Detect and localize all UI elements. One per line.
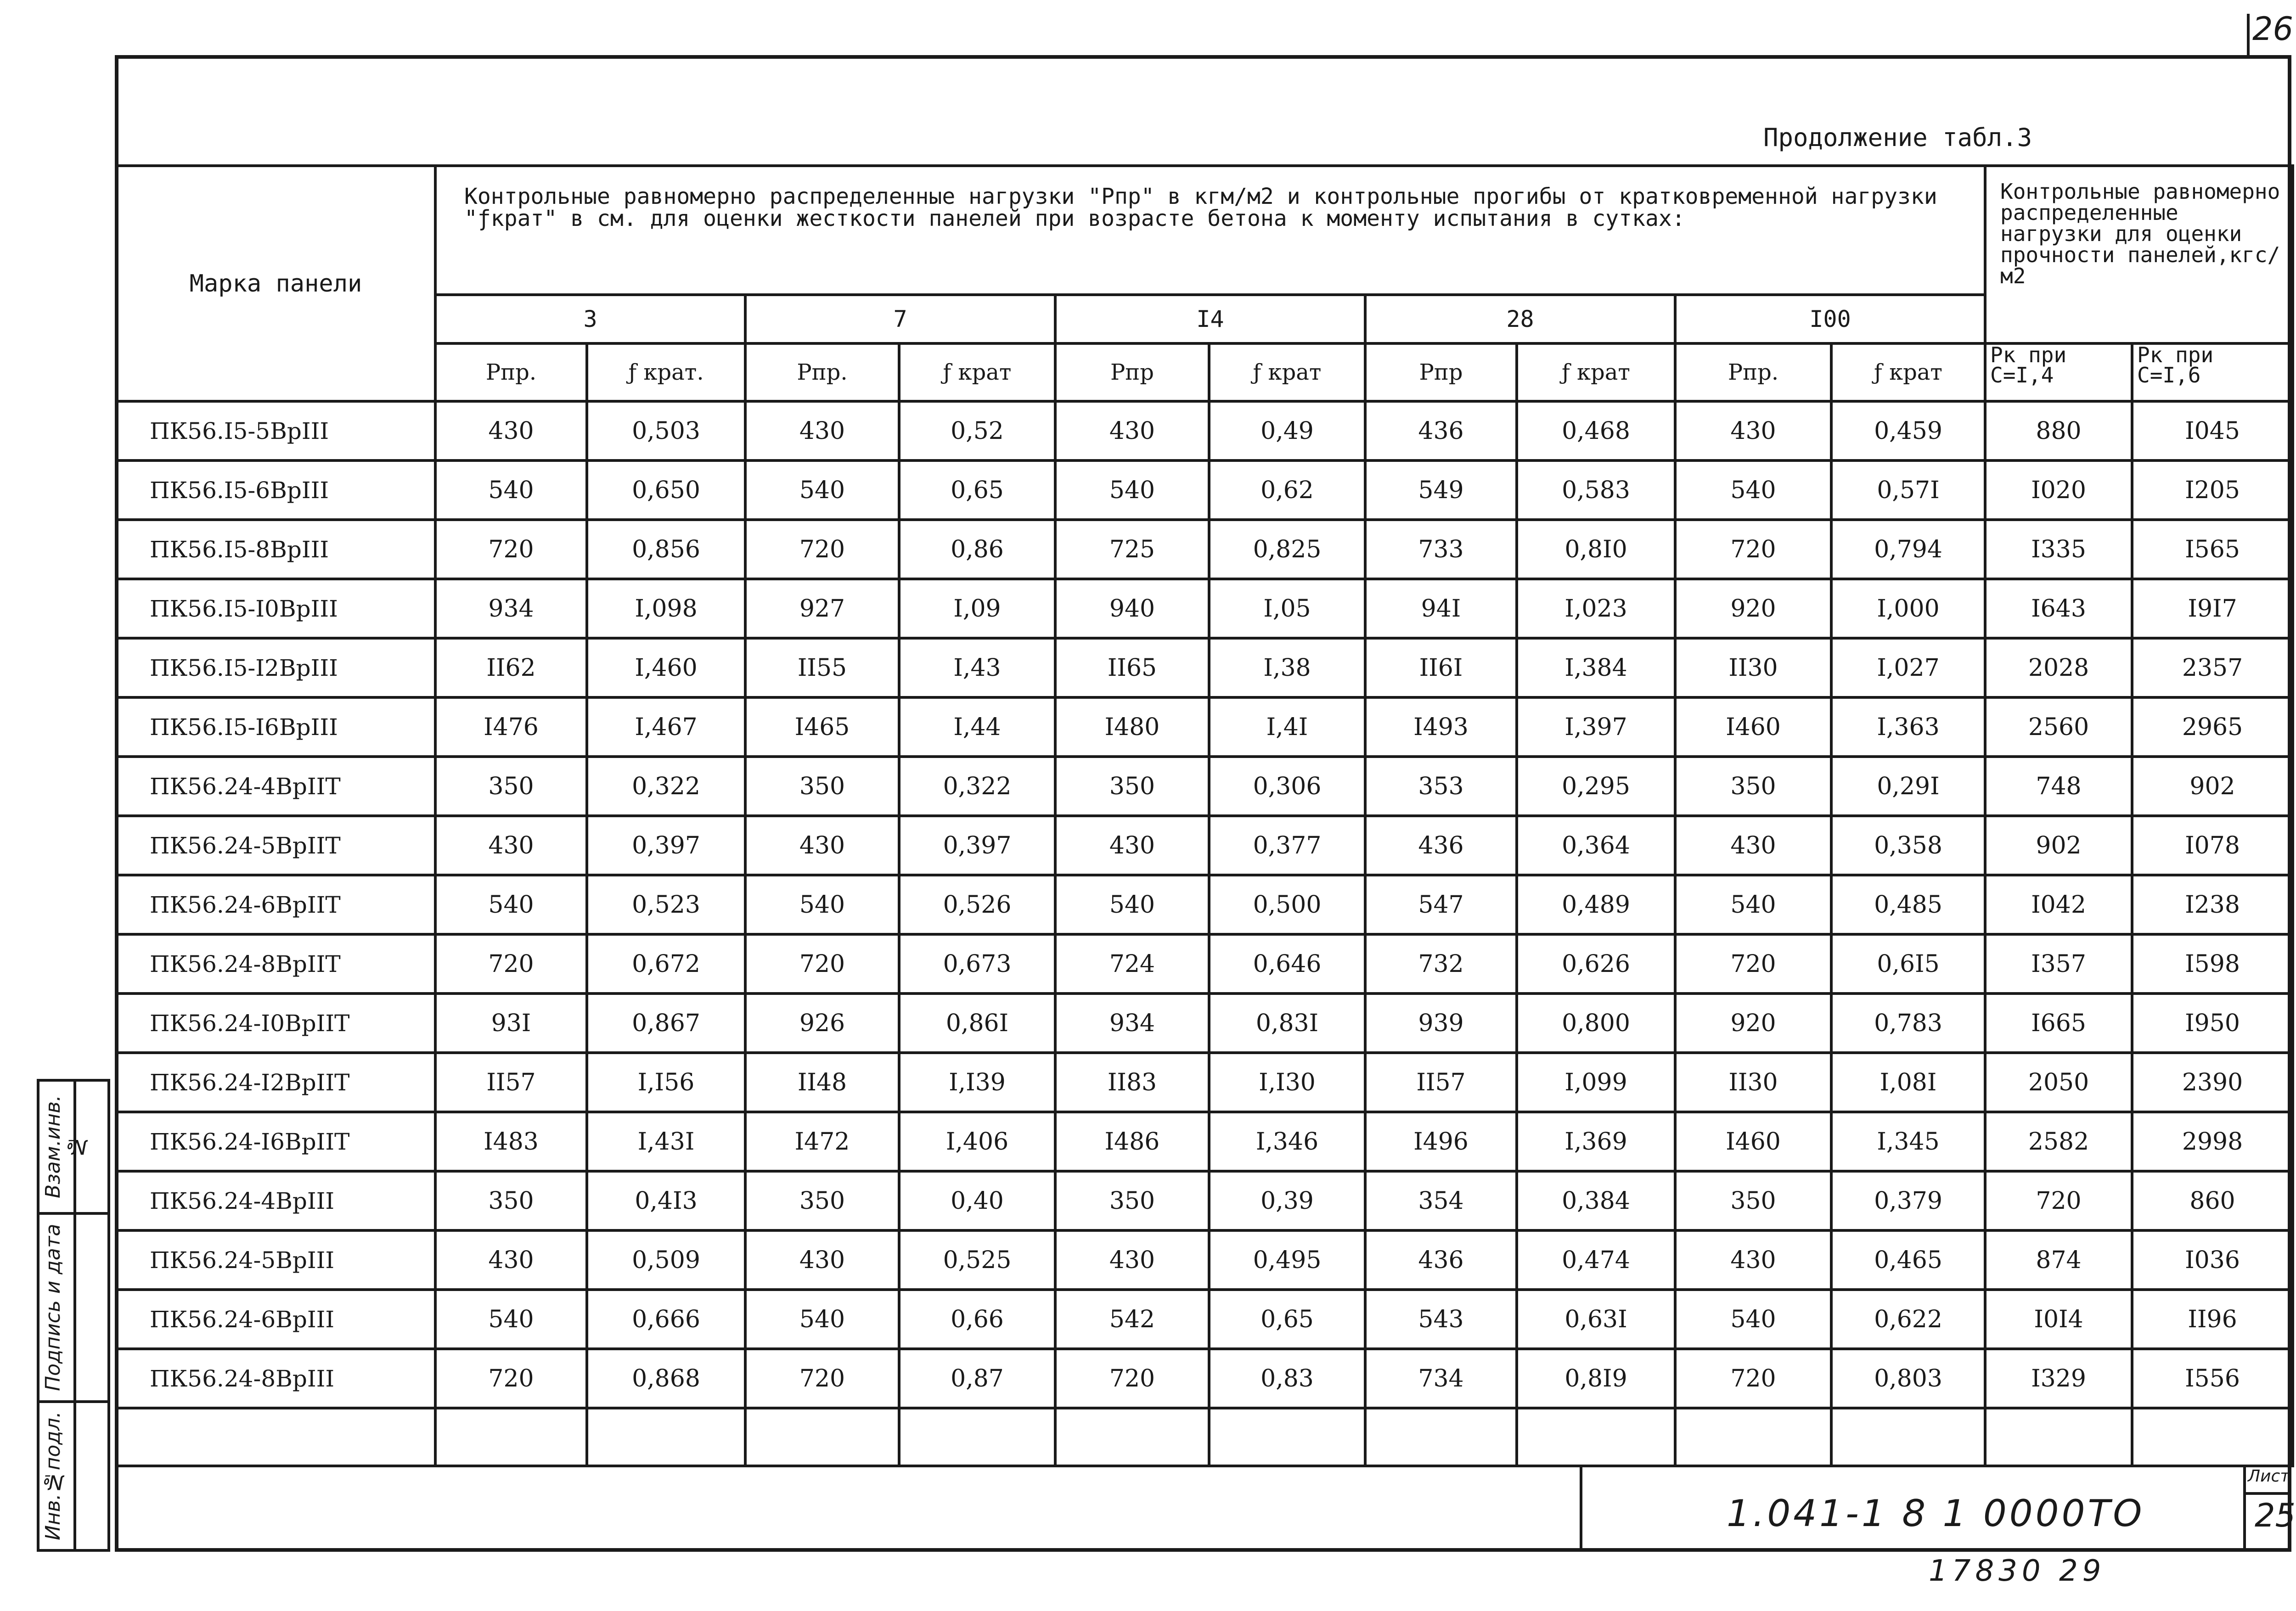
table-cell-empty xyxy=(435,1408,587,1466)
table-cell: I,38 xyxy=(1209,638,1365,697)
document-code: 1.041-1 8 1 0000ТО xyxy=(1727,1492,2145,1535)
table-cell: II55 xyxy=(745,638,899,697)
table-cell-empty xyxy=(587,1408,745,1466)
table-cell: 0,523 xyxy=(587,875,745,934)
sub-header-f: ƒ крат xyxy=(899,343,1055,401)
table-cell: I205 xyxy=(2132,460,2293,520)
table-row-empty xyxy=(116,1408,2293,1466)
table-cell: 540 xyxy=(435,460,587,520)
sub-header-f: ƒ крат xyxy=(1831,343,1985,401)
sub-header-rk-1-4: Рк при С=I,4 xyxy=(1985,343,2132,401)
panel-mark: ПК56.24-5ВрIII xyxy=(116,1230,435,1290)
panel-mark: ПК56.24-I6ВрIIТ xyxy=(116,1112,435,1171)
table-cell: 430 xyxy=(1675,1230,1831,1290)
table-cell: 0,62 xyxy=(1209,460,1365,520)
day-header-100: I00 xyxy=(1675,295,1985,343)
table-cell: 0,358 xyxy=(1831,816,1985,875)
table-cell: I598 xyxy=(2132,934,2293,994)
table-cell: II57 xyxy=(435,1053,587,1112)
day-header-28: 28 xyxy=(1365,295,1675,343)
table-cell: 436 xyxy=(1365,401,1517,460)
table-row xyxy=(116,1171,2293,1230)
table-cell: 0,40 xyxy=(899,1171,1055,1230)
table-cell: 0,65 xyxy=(899,460,1055,520)
table-cell: 0,49 xyxy=(1209,401,1365,460)
table-cell: 549 xyxy=(1365,460,1517,520)
table-cell: 0,322 xyxy=(899,757,1055,816)
table-row xyxy=(116,994,2293,1053)
table-cell: 720 xyxy=(745,520,899,579)
table-cell: 720 xyxy=(1675,520,1831,579)
table-cell: I,09 xyxy=(899,579,1055,638)
table-cell: II83 xyxy=(1055,1053,1209,1112)
table-cell: I460 xyxy=(1675,1112,1831,1171)
table-cell: 436 xyxy=(1365,1230,1517,1290)
panel-mark: ПК56.24-4ВрIIТ xyxy=(116,757,435,816)
table-cell: I480 xyxy=(1055,697,1209,757)
table-cell: 0,52 xyxy=(899,401,1055,460)
table-cell: I950 xyxy=(2132,994,2293,1053)
table-cell: 2582 xyxy=(1985,1112,2132,1171)
table-cell: 720 xyxy=(745,1349,899,1408)
table-cell: 353 xyxy=(1365,757,1517,816)
table-cell: 0,672 xyxy=(587,934,745,994)
table-cell: I483 xyxy=(435,1112,587,1171)
table-cell: 860 xyxy=(2132,1171,2293,1230)
table-cell: 0,459 xyxy=(1831,401,1985,460)
table-cell: 0,495 xyxy=(1209,1230,1365,1290)
table-cell-empty xyxy=(899,1408,1055,1466)
table-cell: I665 xyxy=(1985,994,2132,1053)
table-cell: I,I56 xyxy=(587,1053,745,1112)
table-cell: 2998 xyxy=(2132,1112,2293,1171)
table-cell: 720 xyxy=(1675,934,1831,994)
table-cell: 2390 xyxy=(2132,1053,2293,1112)
table-cell: I476 xyxy=(435,697,587,757)
table-cell: I0I4 xyxy=(1985,1290,2132,1349)
day-header-14: I4 xyxy=(1055,295,1365,343)
table-row xyxy=(116,460,2293,520)
table-cell: 880 xyxy=(1985,401,2132,460)
table-cell: 0,83 xyxy=(1209,1349,1365,1408)
table-cell: 354 xyxy=(1365,1171,1517,1230)
table-cell: 0,622 xyxy=(1831,1290,1985,1349)
table-cell: 0,868 xyxy=(587,1349,745,1408)
table-cell: I,345 xyxy=(1831,1112,1985,1171)
panel-mark: ПК56.24-8ВрIIТ xyxy=(116,934,435,994)
panel-mark: ПК56.24-8ВрIII xyxy=(116,1349,435,1408)
table-cell: 350 xyxy=(435,1171,587,1230)
table-cell: 540 xyxy=(745,1290,899,1349)
table-cell: II48 xyxy=(745,1053,899,1112)
table-cell: I460 xyxy=(1675,697,1831,757)
table-cell: 0,526 xyxy=(899,875,1055,934)
table-cell: I,363 xyxy=(1831,697,1985,757)
table-row xyxy=(116,816,2293,875)
table-cell: 0,397 xyxy=(587,816,745,875)
table-cell: 0,295 xyxy=(1517,757,1675,816)
table-cell: 0,364 xyxy=(1517,816,1675,875)
panel-mark: ПК56.I5-5ВрIII xyxy=(116,401,435,460)
table-cell-empty xyxy=(1985,1408,2132,1466)
table-cell: 934 xyxy=(435,579,587,638)
table-cell: 0,800 xyxy=(1517,994,1675,1053)
table-cell: 724 xyxy=(1055,934,1209,994)
table-cell: 0,57I xyxy=(1831,460,1985,520)
table-cell: 0,8I9 xyxy=(1517,1349,1675,1408)
table-cell: 350 xyxy=(1675,757,1831,816)
table-row xyxy=(116,520,2293,579)
table-cell: 902 xyxy=(2132,757,2293,816)
table-cell: 0,650 xyxy=(587,460,745,520)
table-cell: 540 xyxy=(1675,875,1831,934)
table-cell: 350 xyxy=(1055,1171,1209,1230)
panel-mark: ПК56.24-5ВрIIТ xyxy=(116,816,435,875)
table-cell: 0,794 xyxy=(1831,520,1985,579)
table-cell: I020 xyxy=(1985,460,2132,520)
table-cell: 0,803 xyxy=(1831,1349,1985,1408)
day-header-3: 3 xyxy=(435,295,745,343)
panel-mark: ПК56.24-6ВрIII xyxy=(116,1290,435,1349)
table-cell: I078 xyxy=(2132,816,2293,875)
table-cell: 902 xyxy=(1985,816,2132,875)
table-cell: I493 xyxy=(1365,697,1517,757)
table-row xyxy=(116,697,2293,757)
side-label-signature: Подпись и дата xyxy=(41,1224,65,1391)
table-cell: 940 xyxy=(1055,579,1209,638)
table-cell-empty xyxy=(2132,1408,2293,1466)
table-cell-empty xyxy=(1209,1408,1365,1466)
table-cell: 540 xyxy=(435,875,587,934)
table-cell: 0,8I0 xyxy=(1517,520,1675,579)
panel-mark: ПК56.24-I2ВрIIТ xyxy=(116,1053,435,1112)
table-cell: I,397 xyxy=(1517,697,1675,757)
side-stamp-row-line xyxy=(37,1212,110,1215)
table-cell: 720 xyxy=(435,934,587,994)
table-cell: I,4I xyxy=(1209,697,1365,757)
sub-header-f: ƒ крат. xyxy=(587,343,745,401)
panel-mark: ПК56.24-I0ВрIIТ xyxy=(116,994,435,1053)
table-cell: 748 xyxy=(1985,757,2132,816)
table-row xyxy=(116,1230,2293,1290)
sheet-box-divider xyxy=(2243,1492,2291,1495)
table-cell: I036 xyxy=(2132,1230,2293,1290)
table-cell: 720 xyxy=(1985,1171,2132,1230)
table-cell-empty xyxy=(1365,1408,1517,1466)
table-cell: I,I30 xyxy=(1209,1053,1365,1112)
table-cell: 350 xyxy=(745,1171,899,1230)
table-cell: 920 xyxy=(1675,579,1831,638)
table-cell: 0,29I xyxy=(1831,757,1985,816)
table-cell: 0,86 xyxy=(899,520,1055,579)
table-cell: 0,63I xyxy=(1517,1290,1675,1349)
table-cell: 2560 xyxy=(1985,697,2132,757)
table-cell: 0,666 xyxy=(587,1290,745,1349)
table-cell: I,098 xyxy=(587,579,745,638)
table-cell: 0,646 xyxy=(1209,934,1365,994)
table-cell: 939 xyxy=(1365,994,1517,1053)
table-cell: 0,39 xyxy=(1209,1171,1365,1230)
table-cell: 93I xyxy=(435,994,587,1053)
table-cell: 0,583 xyxy=(1517,460,1675,520)
table-cell: I,I39 xyxy=(899,1053,1055,1112)
table-cell-empty xyxy=(1675,1408,1831,1466)
side-label-replacement: Взам.инв.№ xyxy=(41,1095,88,1199)
table-cell-empty xyxy=(1831,1408,1985,1466)
day-header-7: 7 xyxy=(745,295,1055,343)
load-table xyxy=(115,164,2294,1467)
table-cell: 0,66 xyxy=(899,1290,1055,1349)
table-row xyxy=(116,401,2293,460)
table-cell: 94I xyxy=(1365,579,1517,638)
table-cell: I,05 xyxy=(1209,579,1365,638)
sheet-number: 25 xyxy=(2255,1497,2296,1534)
table-row xyxy=(116,1290,2293,1349)
page-number-tick xyxy=(2247,14,2250,57)
archive-number: 17830 29 xyxy=(1929,1554,2106,1588)
table-cell: I335 xyxy=(1985,520,2132,579)
panel-mark: ПК56.I5-I2ВрIII xyxy=(116,638,435,697)
table-cell: I,406 xyxy=(899,1112,1055,1171)
table-cell: I,346 xyxy=(1209,1112,1365,1171)
panel-mark: ПК56.I5-8ВрIII xyxy=(116,520,435,579)
table-cell: I,384 xyxy=(1517,638,1675,697)
table-cell: 430 xyxy=(1055,401,1209,460)
table-cell: 0,867 xyxy=(587,994,745,1053)
stiffness-header: Контрольные равномерно распределенные нагрузки "Рпр" в кгм/м2 и контрольные прогибы от кратковременной нагрузки "ƒкрат" в см. для оценки жесткости панелей при возрасте бетона к моменту испытания в сутках: xyxy=(435,166,1985,295)
table-cell: I,08I xyxy=(1831,1053,1985,1112)
table-cell: I045 xyxy=(2132,401,2293,460)
sub-header-p: Рпр. xyxy=(745,343,899,401)
table-cell: I486 xyxy=(1055,1112,1209,1171)
sub-header-f: ƒ крат xyxy=(1517,343,1675,401)
table-cell: 0,825 xyxy=(1209,520,1365,579)
table-cell: 720 xyxy=(1675,1349,1831,1408)
table-cell: 720 xyxy=(435,520,587,579)
table-cell: I,023 xyxy=(1517,579,1675,638)
table-row xyxy=(116,1112,2293,1171)
table-cell: 720 xyxy=(745,934,899,994)
table-cell: 934 xyxy=(1055,994,1209,1053)
table-cell: I472 xyxy=(745,1112,899,1171)
table-cell: 874 xyxy=(1985,1230,2132,1290)
table-cell: 436 xyxy=(1365,816,1517,875)
table-row xyxy=(116,934,2293,994)
table-cell-empty xyxy=(1517,1408,1675,1466)
sub-header-rk-1-6: Рк при С=I,6 xyxy=(2132,343,2293,401)
table-cell: 540 xyxy=(745,460,899,520)
table-cell: I329 xyxy=(1985,1349,2132,1408)
mark-header: Марка панели xyxy=(116,166,435,401)
table-cell: 0,397 xyxy=(899,816,1055,875)
table-cell: 540 xyxy=(1055,875,1209,934)
table-cell: 0,87 xyxy=(899,1349,1055,1408)
table-cell: 2028 xyxy=(1985,638,2132,697)
table-cell: 0,306 xyxy=(1209,757,1365,816)
sheet-label: Лист xyxy=(2248,1467,2290,1486)
table-cell: II30 xyxy=(1675,1053,1831,1112)
table-cell-empty xyxy=(745,1408,899,1466)
table-cell: 350 xyxy=(745,757,899,816)
table-cell: 430 xyxy=(1055,816,1209,875)
table-cell-empty xyxy=(116,1408,435,1466)
table-cell: 2965 xyxy=(2132,697,2293,757)
continuation-label: Продолжение табл.3 xyxy=(1763,123,2032,152)
table-cell: I565 xyxy=(2132,520,2293,579)
table-cell: I465 xyxy=(745,697,899,757)
table-cell: 0,65 xyxy=(1209,1290,1365,1349)
table-cell: 720 xyxy=(435,1349,587,1408)
side-label-inventory: Инв.№подл. xyxy=(41,1411,65,1541)
table-cell: 734 xyxy=(1365,1349,1517,1408)
table-cell: I,43I xyxy=(587,1112,745,1171)
table-cell: 0,626 xyxy=(1517,934,1675,994)
table-cell: II30 xyxy=(1675,638,1831,697)
table-row xyxy=(116,579,2293,638)
page-number: 26 xyxy=(2252,10,2294,48)
table-cell: 0,503 xyxy=(587,401,745,460)
table-cell: 927 xyxy=(745,579,899,638)
table-cell: I,099 xyxy=(1517,1053,1675,1112)
table-cell: 547 xyxy=(1365,875,1517,934)
table-cell: II96 xyxy=(2132,1290,2293,1349)
table-cell: 542 xyxy=(1055,1290,1209,1349)
table-cell: I643 xyxy=(1985,579,2132,638)
table-cell: I,027 xyxy=(1831,638,1985,697)
sub-header-p: Рпр xyxy=(1055,343,1209,401)
table-cell: 0,856 xyxy=(587,520,745,579)
sub-header-p: Рпр. xyxy=(1675,343,1831,401)
table-cell: 0,783 xyxy=(1831,994,1985,1053)
table-cell: 0,489 xyxy=(1517,875,1675,934)
table-cell: II57 xyxy=(1365,1053,1517,1112)
table-cell: 430 xyxy=(435,401,587,460)
side-stamp-row-line xyxy=(37,1400,110,1403)
table-cell: 920 xyxy=(1675,994,1831,1053)
table-cell: 540 xyxy=(745,875,899,934)
strength-header: Контрольные равномерно распределенные нагрузки для оценки прочности панелей,кгс/м2 xyxy=(1985,166,2293,343)
table-cell: I556 xyxy=(2132,1349,2293,1408)
table-cell: 733 xyxy=(1365,520,1517,579)
table-cell: 0,500 xyxy=(1209,875,1365,934)
table-cell: 0,6I5 xyxy=(1831,934,1985,994)
table-cell: 0,525 xyxy=(899,1230,1055,1290)
table-row xyxy=(116,757,2293,816)
table-cell: 0,468 xyxy=(1517,401,1675,460)
table-cell: 0,379 xyxy=(1831,1171,1985,1230)
table-row xyxy=(116,1349,2293,1408)
table-cell: 0,377 xyxy=(1209,816,1365,875)
table-cell: II62 xyxy=(435,638,587,697)
table-cell: I,369 xyxy=(1517,1112,1675,1171)
table-cell: I357 xyxy=(1985,934,2132,994)
table-cell: I,467 xyxy=(587,697,745,757)
table-cell: 0,465 xyxy=(1831,1230,1985,1290)
table-cell: 732 xyxy=(1365,934,1517,994)
table-cell: I,44 xyxy=(899,697,1055,757)
table-cell: 540 xyxy=(435,1290,587,1349)
table-cell: 540 xyxy=(1055,460,1209,520)
sub-header-p: Рпр xyxy=(1365,343,1517,401)
table-cell: 2050 xyxy=(1985,1053,2132,1112)
table-cell: 0,86I xyxy=(899,994,1055,1053)
table-cell: II65 xyxy=(1055,638,1209,697)
table-cell: 926 xyxy=(745,994,899,1053)
table-cell: 543 xyxy=(1365,1290,1517,1349)
table-cell: 0,474 xyxy=(1517,1230,1675,1290)
table-cell: 430 xyxy=(745,401,899,460)
table-cell: 430 xyxy=(1055,1230,1209,1290)
panel-mark: ПК56.I5-I0ВрIII xyxy=(116,579,435,638)
table-cell: 2357 xyxy=(2132,638,2293,697)
sub-header-f: ƒ крат xyxy=(1209,343,1365,401)
table-cell: 430 xyxy=(435,816,587,875)
table-row xyxy=(116,638,2293,697)
table-cell: 350 xyxy=(1675,1171,1831,1230)
table-cell: I9I7 xyxy=(2132,579,2293,638)
table-cell: 430 xyxy=(1675,816,1831,875)
table-cell: I238 xyxy=(2132,875,2293,934)
panel-mark: ПК56.24-4ВрIII xyxy=(116,1171,435,1230)
table-cell: 0,83I xyxy=(1209,994,1365,1053)
table-cell: I,460 xyxy=(587,638,745,697)
table-cell: 0,4I3 xyxy=(587,1171,745,1230)
panel-mark: ПК56.I5-I6ВрIII xyxy=(116,697,435,757)
table-cell: I496 xyxy=(1365,1112,1517,1171)
table-cell: 0,509 xyxy=(587,1230,745,1290)
table-cell-empty xyxy=(1055,1408,1209,1466)
sub-header-p: Рпр. xyxy=(435,343,587,401)
table-cell: 725 xyxy=(1055,520,1209,579)
table-cell: 540 xyxy=(1675,460,1831,520)
table-cell: 350 xyxy=(1055,757,1209,816)
table-cell: I,43 xyxy=(899,638,1055,697)
table-cell: 430 xyxy=(435,1230,587,1290)
table-cell: 0,673 xyxy=(899,934,1055,994)
table-cell: 350 xyxy=(435,757,587,816)
table-cell: 430 xyxy=(745,1230,899,1290)
table-cell: I,000 xyxy=(1831,579,1985,638)
table-row xyxy=(116,875,2293,934)
table-row xyxy=(116,1053,2293,1112)
table-cell: 0,485 xyxy=(1831,875,1985,934)
table-cell: 430 xyxy=(745,816,899,875)
panel-mark: ПК56.I5-6ВрIII xyxy=(116,460,435,520)
table-cell: 430 xyxy=(1675,401,1831,460)
table-cell: 540 xyxy=(1675,1290,1831,1349)
table-cell: 0,322 xyxy=(587,757,745,816)
panel-mark: ПК56.24-6ВрIIТ xyxy=(116,875,435,934)
table-cell: 720 xyxy=(1055,1349,1209,1408)
table-cell: I042 xyxy=(1985,875,2132,934)
table-cell: 0,384 xyxy=(1517,1171,1675,1230)
table-cell: II6I xyxy=(1365,638,1517,697)
